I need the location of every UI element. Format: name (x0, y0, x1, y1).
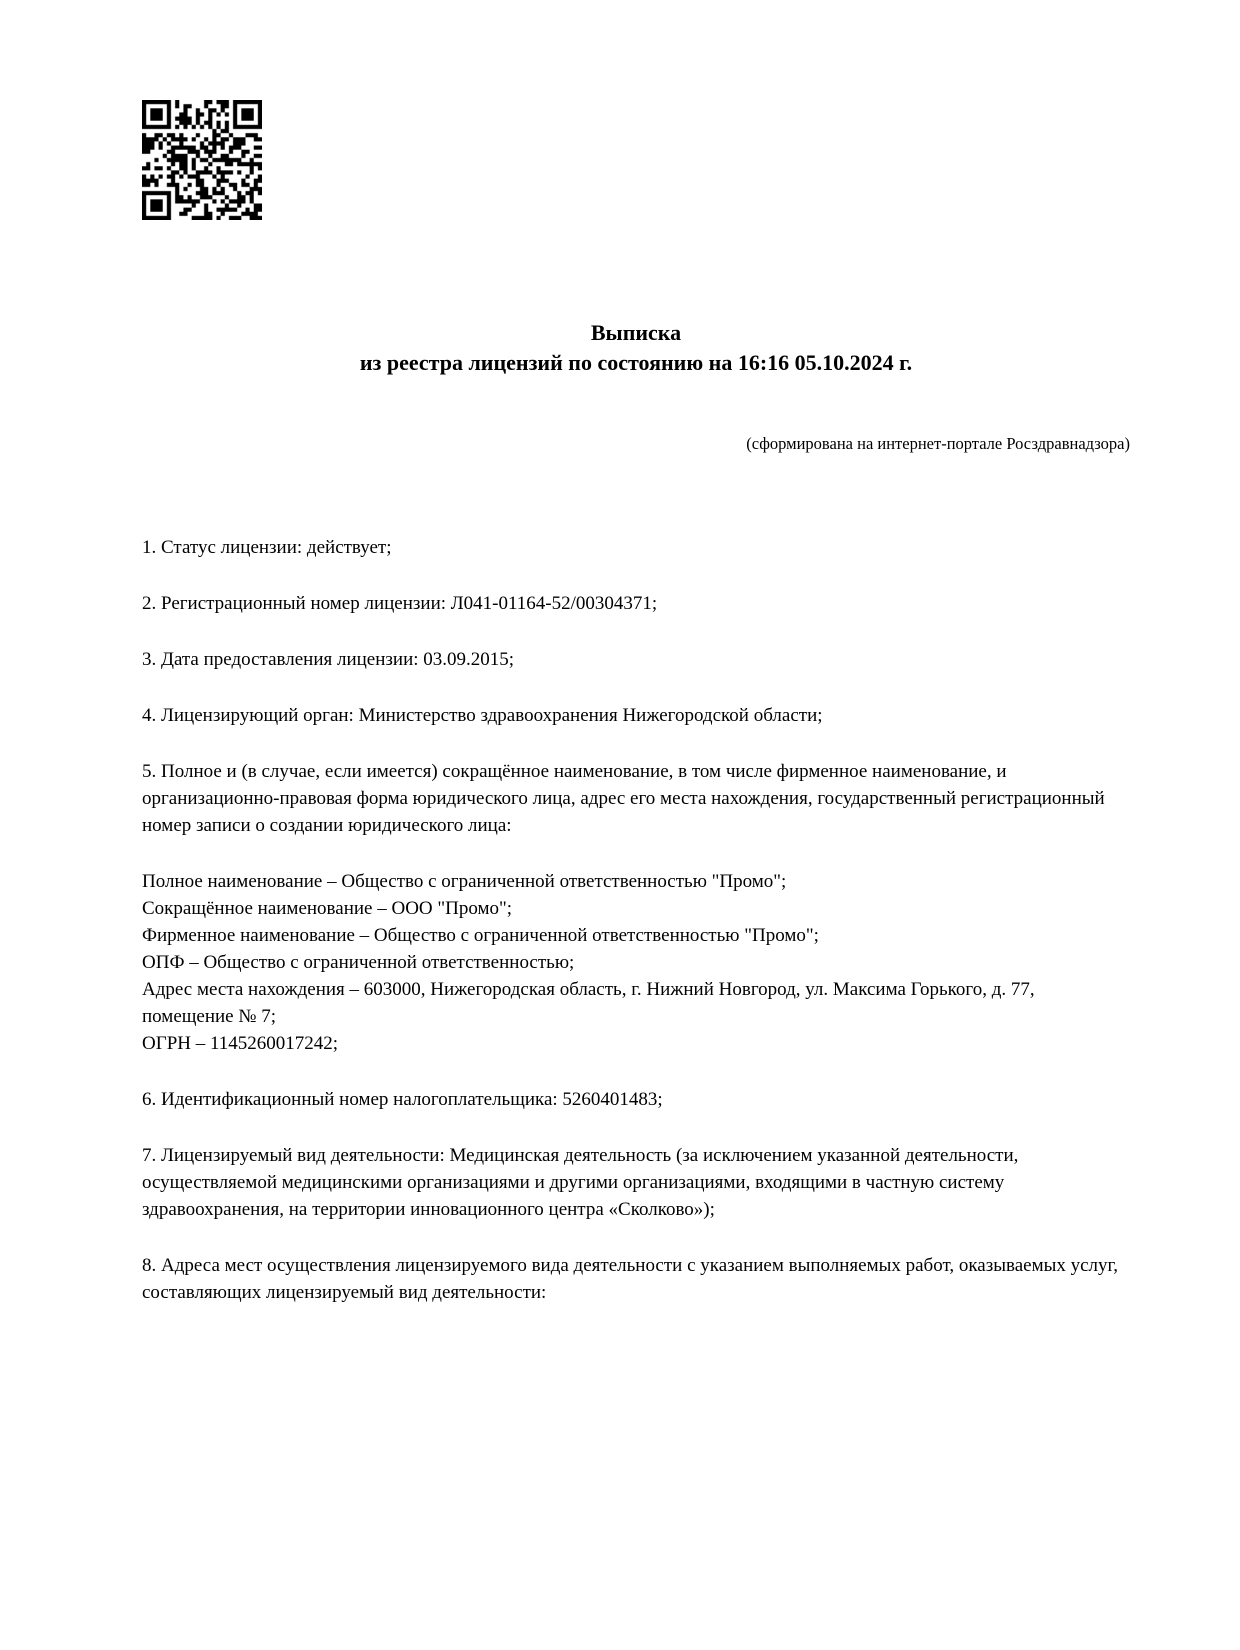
document-body (142, 534, 1130, 1306)
paragraph-5 (142, 758, 1130, 839)
paragraph-line: Полное наименование – Общество с ограниченной ответственностью "Промо"; (142, 871, 787, 892)
qr-code-icon (142, 100, 262, 220)
paragraph-line: 6. Идентификационный номер налогоплательщика: 5260401483; (142, 1089, 663, 1110)
paragraph-line: 7. Лицензируемый вид деятельности: Медицинская деятельность (за исключением указанной деятельности, осуществляемой медицинскими организациями и другими организациями, входящими в частную систему здравоохранения, на территории инновационного центра «Сколково»); (142, 1145, 1019, 1220)
document-title-line1: Выписка (590, 320, 682, 345)
document-title (142, 318, 1130, 378)
paragraph-8 (142, 1142, 1130, 1223)
paragraph-9 (142, 1252, 1130, 1306)
paragraph-line: 3. Дата предоставления лицензии: 03.09.2015; (142, 649, 515, 670)
paragraph-4 (142, 702, 1130, 729)
paragraph-6 (142, 868, 1130, 1057)
paragraph-line: Фирменное наименование – Общество с ограниченной ответственностью "Промо"; (142, 925, 819, 946)
document-content (142, 318, 1130, 1306)
paragraph-7 (142, 1086, 1130, 1113)
paragraph-line: 5. Полное и (в случае, если имеется) сокращённое наименование, в том числе фирменное наименование, и организационно-правовая форма юридического лица, адрес его места нахождения, государственный регистрационный номер записи о создании юридического лица: (142, 761, 1105, 836)
paragraph-line: ОПФ – Общество с ограниченной ответственностью; (142, 952, 575, 973)
paragraph-line: ОГРН – 1145260017242; (142, 1033, 339, 1054)
document-title-line2: из реестра лицензий по состоянию на 16:16 05.10.2024 г. (359, 350, 913, 375)
paragraph-line: Адрес места нахождения – 603000, Нижегородская область, г. Нижний Новгород, ул. Максима Горького, д. 77, помещение № 7; (142, 979, 1035, 1027)
paragraph-line: 4. Лицензирующий орган: Министерство здравоохранения Нижегородской области; (142, 705, 823, 726)
document-subtitle: (сформирована на интернет-портале Росздравнадзора) (746, 434, 1130, 453)
paragraph-2 (142, 590, 1130, 617)
paragraph-line: 8. Адреса мест осуществления лицензируемого вида деятельности с указанием выполняемых работ, оказываемых услуг, составляющих лицензируемый вид деятельности: (142, 1255, 1118, 1303)
paragraph-line: 1. Статус лицензии: действует; (142, 537, 392, 558)
paragraph-3 (142, 646, 1130, 673)
paragraph-line: Сокращённое наименование – ООО "Промо"; (142, 898, 513, 919)
paragraph-1 (142, 534, 1130, 561)
paragraph-line: 2. Регистрационный номер лицензии: Л041-01164-52/00304371; (142, 593, 658, 614)
